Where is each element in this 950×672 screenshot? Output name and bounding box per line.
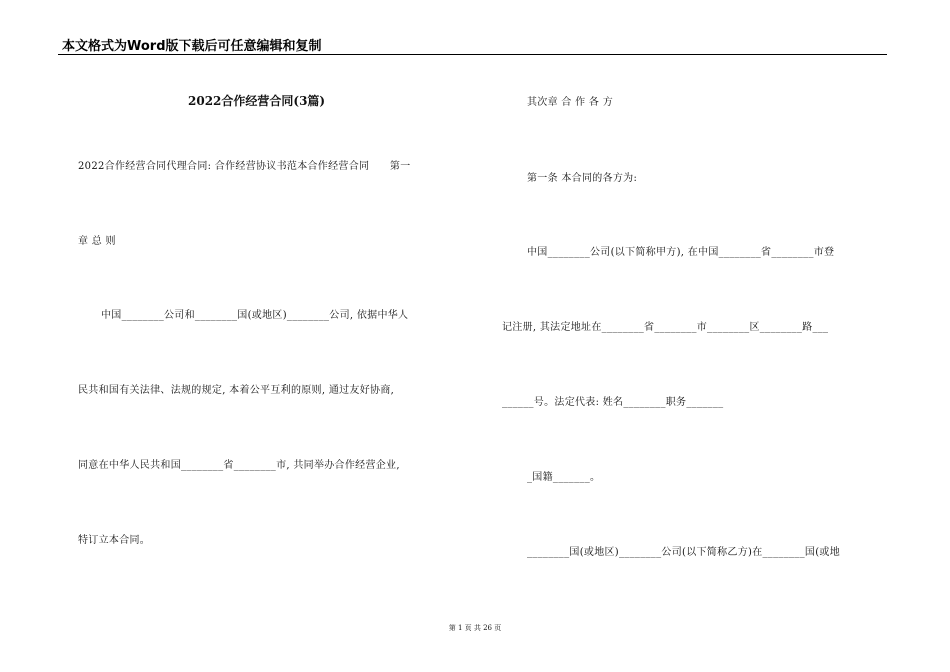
right-line-1: 其次章 合 作 各 方 xyxy=(527,97,614,108)
right-line-5: ______号。法定代表: 姓名________职务_______ xyxy=(502,397,724,408)
document-title: 2022合作经营合同(3篇) xyxy=(188,94,326,108)
left-line-5: 同意在中华人民共和国________省________市, 共同举办合作经营企业, xyxy=(78,460,400,471)
left-line-3: 中国________公司和________国(或地区)________公司, 依据中华人 xyxy=(101,310,409,321)
right-line-3: 中国________公司(以下简称甲方), 在中国________省________市登 xyxy=(527,247,835,258)
left-line-6: 特订立本合同。 xyxy=(78,535,151,546)
header-text: 本文格式为Word版下载后可任意编辑和复制 xyxy=(62,39,322,54)
right-line-7: ________国(或地区)________公司(以下简称乙方)在________国(或地 xyxy=(527,547,841,558)
right-line-6: _国籍_______。 xyxy=(527,472,601,483)
right-line-2: 第一条 本合同的各方为: xyxy=(527,173,638,184)
left-line-2: 章 总 则 xyxy=(78,236,116,247)
left-line-1: 2022合作经营合同代理合同: 合作经营协议书范本合作经营合同 第一 xyxy=(78,161,411,172)
header-divider xyxy=(58,54,887,55)
right-line-4: 记注册, 其法定地址在________省________市________区________路___ xyxy=(502,322,829,333)
left-line-4: 民共和国有关法律、法规的规定, 本着公平互利的原则, 通过友好协商, xyxy=(78,385,395,396)
page-footer: 第 1 页 共 26 页 xyxy=(448,624,502,632)
